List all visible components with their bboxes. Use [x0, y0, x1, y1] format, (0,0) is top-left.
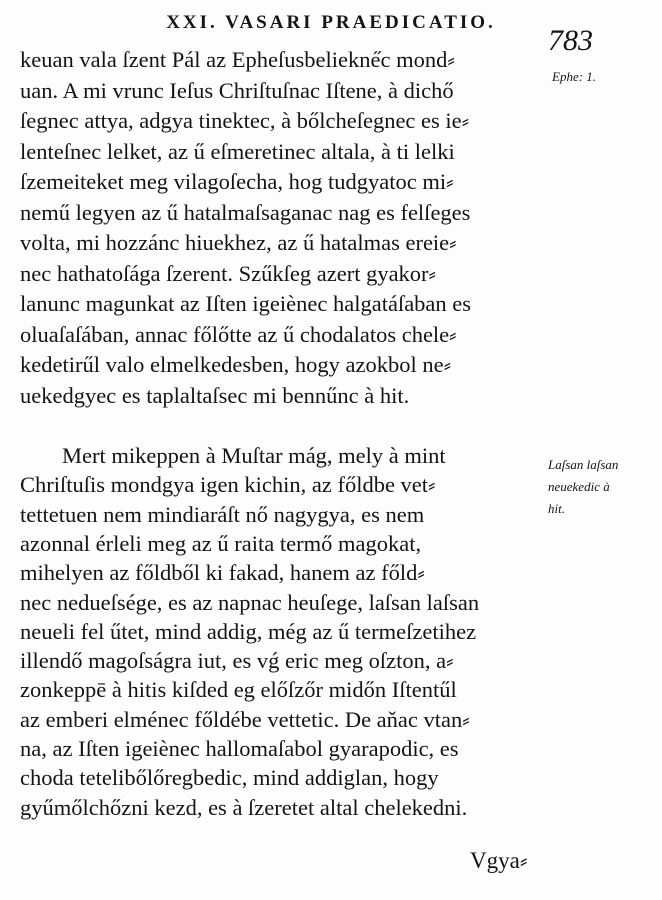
text-line: volta, mi hozzánc hiuekhez, az ű hatalmas ereie⸗: [20, 230, 457, 255]
text-line: Mert mikeppen à Muſtar mág, mely à mint: [62, 443, 446, 468]
text-line: kedetirűl valo elmelkedesben, hogy azokbol ne⸗: [20, 352, 452, 377]
page-number: 783: [548, 24, 593, 57]
margin-note-line: Laſsan laſsan: [548, 457, 619, 472]
running-head: XXI. VASARI PRAEDICATIO.: [166, 12, 496, 33]
text-line: illendő magoſságra iut, es vǵ eric meg oſzton, a⸗: [20, 648, 454, 674]
text-line: lanunc magunkat az Iſten igeiènec halgatáſaban es: [20, 291, 472, 316]
margin-note-line: neuekedic à: [548, 479, 610, 494]
text-line: nemű legyen az ű hatalmaſsaganac nag es felſeges: [20, 199, 471, 225]
text-line: nec nedueſsége, es az napnac heuſege, laſsan laſsan: [20, 589, 480, 615]
text-line: choda tetelibőlőregbedic, mind addiglan, hogy: [20, 765, 439, 791]
text-line: az emberi elménec főldébe vettetic. De aňac vtan⸗: [20, 706, 470, 732]
margin-note-line: hit.: [548, 501, 565, 516]
text-line: na, az Iſten igeiènec hallomaſabol gyarapodic, es: [20, 736, 459, 761]
text-line: keuan vala ſzent Pál az Epheſusbeliekne̋c mond⸗: [20, 47, 455, 72]
text-line: Chriſtuſis mondgya igen kichin, az főldbe vet⸗: [20, 472, 436, 498]
text-line: uan. A mi vrunc Ieſus Chriſtuſnac Iſtene, à dichő: [20, 77, 454, 103]
text-line: uekedgyec es taplaltaſsec mi bennűnc à hit.: [20, 382, 410, 408]
text-line: azonnal érleli meg az ű raita termő magokat,: [20, 530, 422, 556]
text-line: ſegnec attya, adgya tinektec, à bőlcheſegnec es ie⸗: [20, 108, 470, 133]
text-line: lenteſnec lelket, az ű eſmeretinec altala, à ti lelki: [20, 138, 455, 164]
text-line: tettetuen nem mindiaráſt nő nagygya, es nem: [20, 501, 425, 527]
text-line: oluaſaſában, annac főlőtte az ű chodalatos chele⸗: [20, 321, 457, 347]
text-line: mihelyen az főldből ki fakad, hanem az főld⸗: [20, 560, 425, 586]
text-line: nec hathatoſága ſzerent. Szűkſeg azert gyakor⸗: [20, 260, 437, 286]
text-line: gyűmőlchőzni kezd, es à ſzeretet altal chelekedni.: [20, 794, 468, 820]
catchword: Vgya⸗: [470, 848, 528, 873]
text-line: ſzemeiteket meg vilagoſecha, hog tudgyatoc mi⸗: [20, 169, 454, 194]
text-line: zonkeppē à hitis kiſded eg előſzőr midőn Iſtentűl: [20, 677, 457, 703]
margin-note-ephes: Ephe: 1.: [552, 69, 597, 84]
text-line: neueli fel űtet, mind addig, még az ű termeſzetihez: [20, 618, 477, 644]
